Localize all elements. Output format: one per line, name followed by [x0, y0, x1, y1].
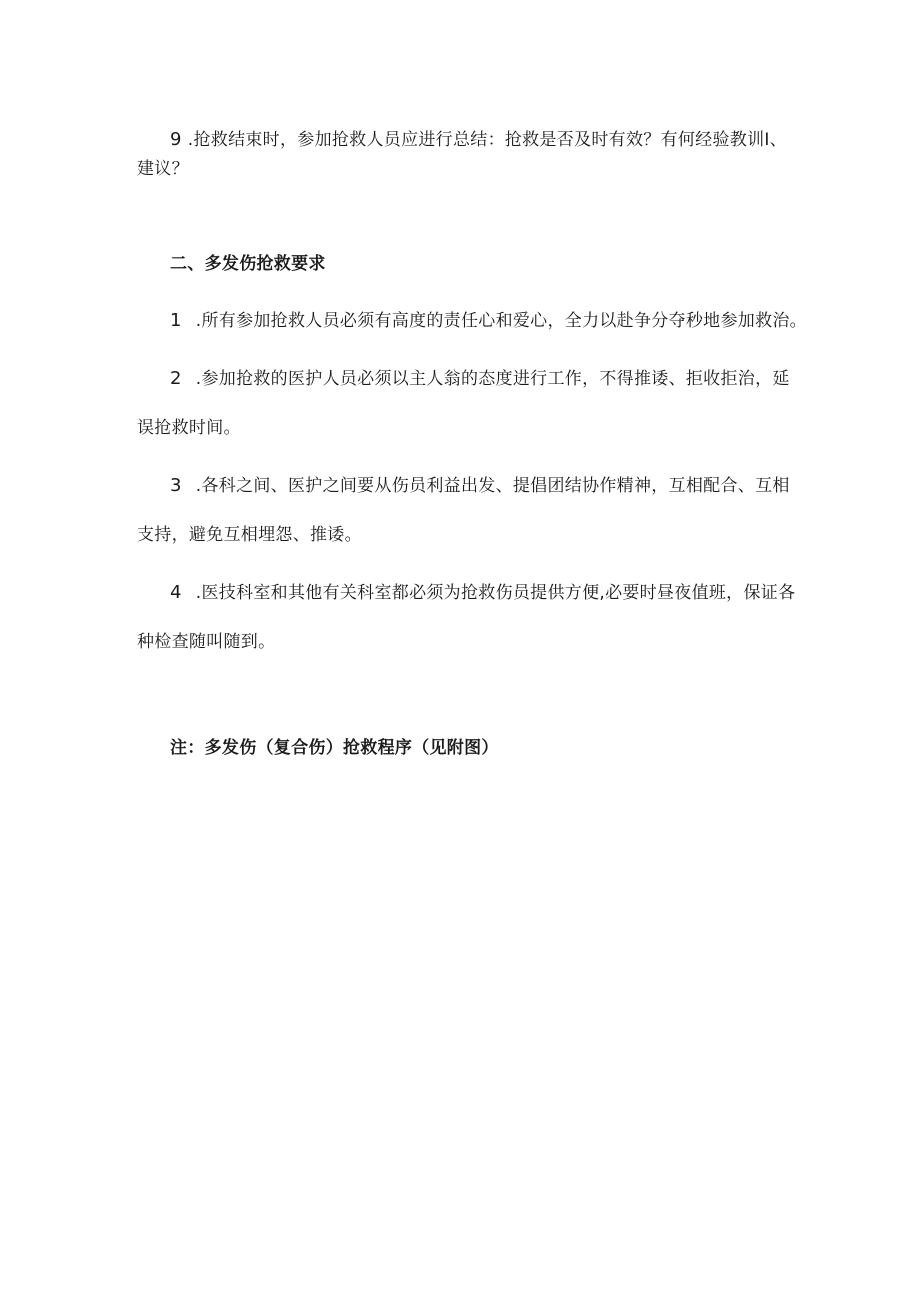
- item-2-number: 2: [170, 368, 182, 389]
- item-3-number: 3: [170, 475, 182, 496]
- note: 注：多发伤（复合伤）抢救程序（见附图）: [170, 738, 499, 758]
- item-3-line-2: 支持，避免互相埋怨、推诿。: [137, 525, 362, 545]
- item-4-text: .医技科室和其他有关科室都必须为抢救伤员提供方便,必要时昼夜值班，保证各: [195, 583, 796, 603]
- item-9-line-1: [170, 128, 787, 152]
- item-1-number: 1: [170, 310, 182, 331]
- item-1-line-1: [170, 309, 807, 333]
- item-2-line-2: 误抢救时间。: [137, 418, 241, 438]
- section-heading: 二、多发伤抢救要求: [170, 254, 326, 274]
- item-9-line-2: 建议？: [137, 159, 189, 179]
- item-3-text: .各科之间、医护之间要从伤员利益出发、提倡团结协作精神，互相配合、互相: [195, 476, 790, 496]
- item-9-number: 9: [170, 129, 182, 150]
- item-4-number: 4: [170, 582, 182, 603]
- item-9-text: .抢救结束时，参加抢救人员应进行总结：抢救是否及时有效？有何经验教训Ⅰ、: [187, 130, 787, 150]
- item-2-text: .参加抢救的医护人员必须以主人翁的态度进行工作，不得推诿、拒收拒治，延: [195, 369, 790, 389]
- item-4-line-2: 种检查随叫随到。: [137, 632, 276, 652]
- item-4-line-1: [170, 581, 795, 605]
- item-1-text: .所有参加抢救人员必须有高度的责任心和爱心，全力以赴争分夺秒地参加救治。: [195, 311, 807, 331]
- item-3-line-1: [170, 474, 790, 498]
- item-2-line-1: [170, 367, 790, 391]
